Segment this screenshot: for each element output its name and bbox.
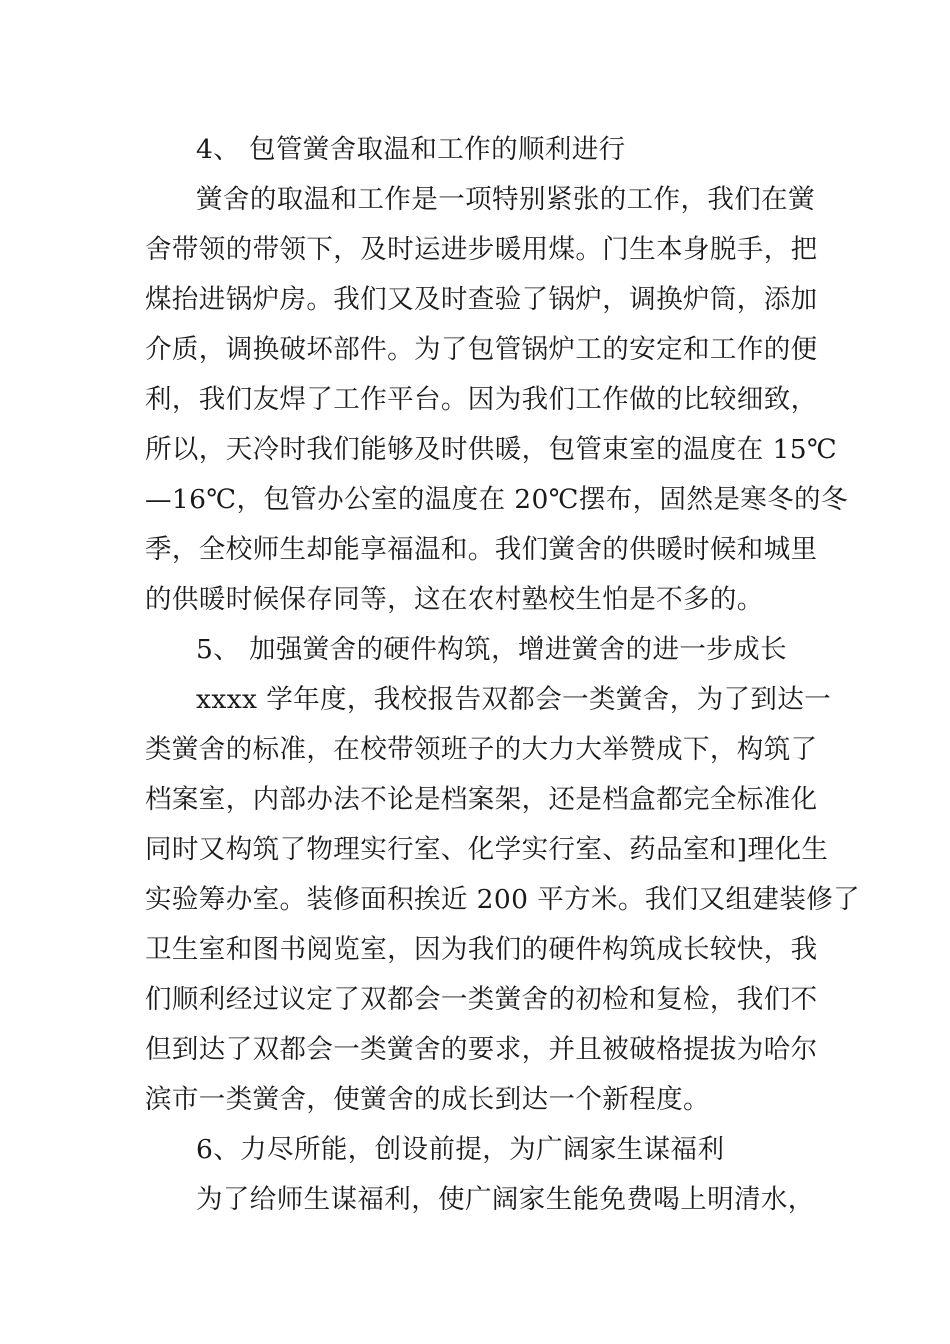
- paragraph-line: 为了给师生谋福利，使广阔家生能免费喝上明清水，: [196, 1184, 815, 1215]
- section-heading-5: 5、 加强黉舍的硬件构筑，增进黉舍的进一步成长: [196, 634, 787, 665]
- paragraph-line: 实验筹办室。装修面积挨近 200 平方米。我们又组建装修了: [145, 884, 861, 915]
- paragraph-line: 滨市一类黉舍，使黉舍的成长到达一个新程度。: [145, 1084, 710, 1115]
- paragraph-line: 舍带领的带领下，及时运进步暖用煤。门生本身脱手，把: [145, 234, 818, 265]
- section-heading-6: 6、力尽所能，创设前提，为广阔家生谋福利: [196, 1134, 725, 1165]
- paragraph-line: 利，我们友焊了工作平台。因为我们工作做的比较细致，: [145, 384, 818, 415]
- paragraph-line: 档案室，内部办法不论是档案架，还是档盒都完全标准化: [145, 784, 818, 815]
- paragraph-line: 同时又构筑了物理实行室、化学实行室、药品室和]理化生: [145, 834, 829, 865]
- paragraph-line: 季，全校师生却能享福温和。我们黉舍的供暖时候和城里: [145, 534, 818, 565]
- paragraph-line: 煤抬进锅炉房。我们又及时查验了锅炉，调换炉筒，添加: [145, 284, 818, 315]
- paragraph-line: 类黉舍的标准，在校带领班子的大力大举赞成下，构筑了: [145, 734, 818, 765]
- paragraph-line: —16℃，包管办公室的温度在 20℃摆布，固然是寒冬的冬: [145, 484, 848, 515]
- paragraph-line: xxxx 学年度，我校报告双都会一类黉舍，为了到达一: [196, 684, 832, 715]
- paragraph-line: 卫生室和图书阅览室，因为我们的硬件构筑成长较快，我: [145, 934, 818, 965]
- section-heading-4: 4、 包管黉舍取温和工作的顺利进行: [196, 134, 626, 165]
- paragraph-line: 介质，调换破坏部件。为了包管锅炉工的安定和工作的便: [145, 334, 818, 365]
- paragraph-line: 们顺利经过议定了双都会一类黉舍的初检和复检，我们不: [145, 984, 818, 1015]
- paragraph-line: 所以，天冷时我们能够及时供暖，包管束室的温度在 15℃: [145, 434, 838, 465]
- paragraph-line: 黉舍的取温和工作是一项特别紧张的工作，我们在黉: [196, 184, 815, 215]
- paragraph-line: 的供暖时候保存同等，这在农村塾校生怕是不多的。: [145, 584, 764, 615]
- paragraph-line: 但到达了双都会一类黉舍的要求，并且被破格提拔为哈尔: [145, 1034, 818, 1065]
